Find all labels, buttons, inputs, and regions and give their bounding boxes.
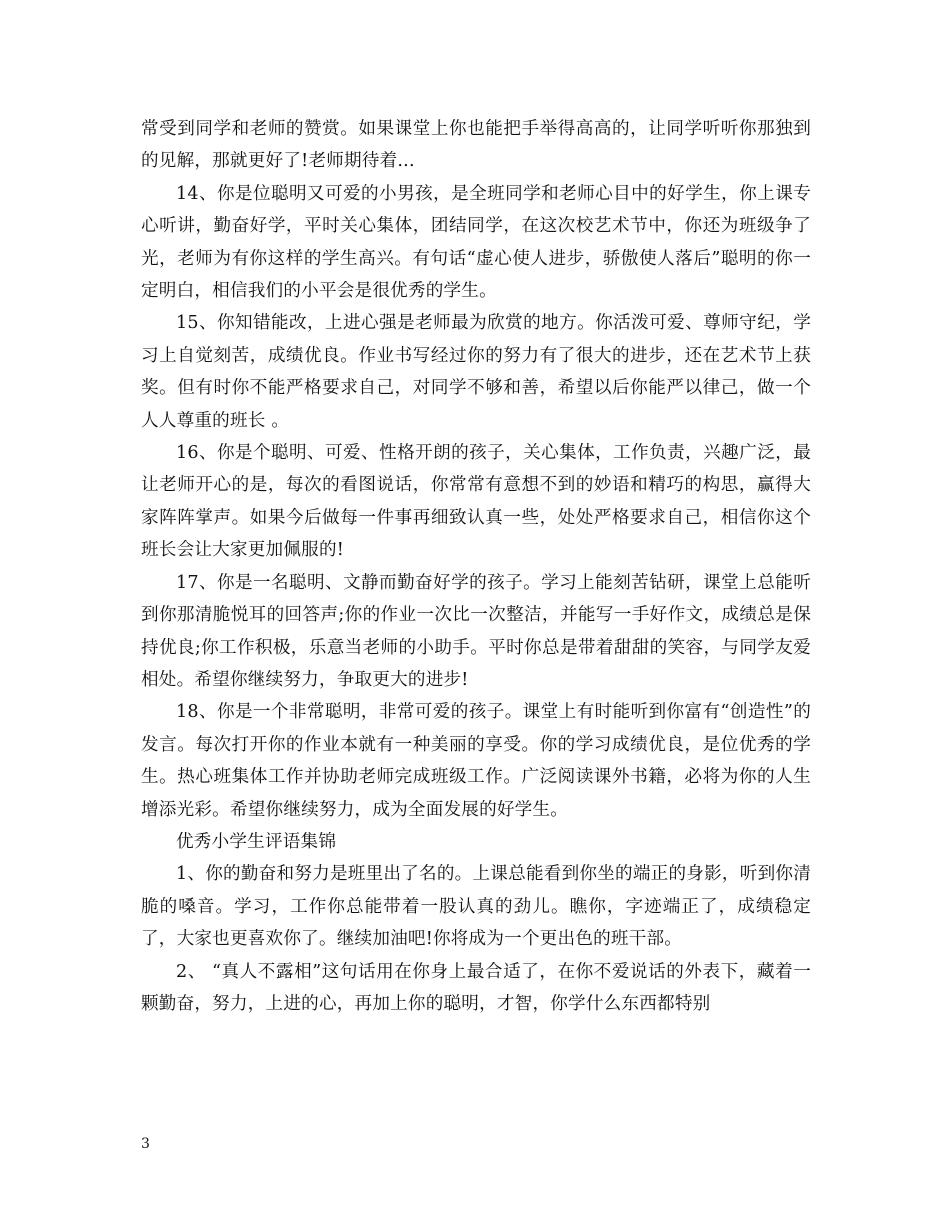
paragraph: 15、你知错能改，上进心强是老师最为欣赏的地方。你活泼可爱、尊师守纪，学习上自觉刻苦，成绩优良。作业书写经过你的努力有了很大的进步，还在艺术节上获奖。但有时你不能严格要求自己，对同学不够和善，希望以后你能严以律己，做一个人人尊重的班长 。 bbox=[141, 313, 811, 431]
page-body bbox=[141, 113, 811, 1020]
paragraph: 14、你是位聪明又可爱的小男孩，是全班同学和老师心目中的好学生，你上课专心听讲，勤奋好学，平时关心集体，团结同学，在这次校艺术节中，你还为班级争了光，老师为有你这样的学生高兴。有句话“虚心使人进步，骄傲使人落后”聪明的你一定明白，相信我们的小平会是很优秀的学生。 bbox=[141, 183, 811, 302]
paragraph: 18、你是一个非常聪明，非常可爱的孩子。课堂上有时能听到你富有“创造性”的发言。每次打开你的作业本就有一种美丽的享受。你的学习成绩优良，是位优秀的学生。热心班集体工作并协助老师完成班级工作。广泛阅读课外书籍，必将为你的人生增添光彩。希望你继续努力，成为全面发展的好学生。 bbox=[141, 702, 811, 820]
paragraph: 1、你的勤奋和努力是班里出了名的。上课总能看到你坐的端正的身影，听到你清脆的嗓音。学习，工作你总能带着一股认真的劲儿。瞧你，字迹端正了，成绩稳定了，大家也更喜欢你了。继续加油吧!你将成为一个更出色的班干部。 bbox=[141, 864, 811, 950]
paragraph: 17、你是一名聪明、文静而勤奋好学的孩子。学习上能刻苦钻研，课堂上总能听到你那清脆悦耳的回答声;你的作业一次比一次整洁，并能写一手好作文，成绩总是保持优良;你工作积极，乐意当老师的小助手。平时你总是带着甜甜的笑容，与同学友爱相处。希望你继续努力，争取更大的进步! bbox=[141, 572, 811, 690]
paragraph: 常受到同学和老师的赞赏。如果课堂上你也能把手举得高高的，让同学听听你那独到的见解，那就更好了!老师期待着... bbox=[141, 119, 811, 172]
section-heading: 优秀小学生评语集锦 bbox=[176, 831, 337, 852]
paragraph: 2、 “真人不露相”这句话用在你身上最合适了，在你不爱说话的外表下，藏着一颗勤奋，努力，上进的心，再加上你的聪明，才智，你学什么东西都特别 bbox=[141, 961, 811, 1014]
page-number: 3 bbox=[141, 1136, 150, 1152]
paragraph: 16、你是个聪明、可爱、性格开朗的孩子，关心集体，工作负责，兴趣广泛，最让老师开心的是，每次的看图说话，你常常有意想不到的妙语和精巧的构思，赢得大家阵阵掌声。如果今后做每一件事再细致认真一些，处处严格要求自己，相信你这个班长会让大家更加佩服的! bbox=[141, 443, 811, 561]
